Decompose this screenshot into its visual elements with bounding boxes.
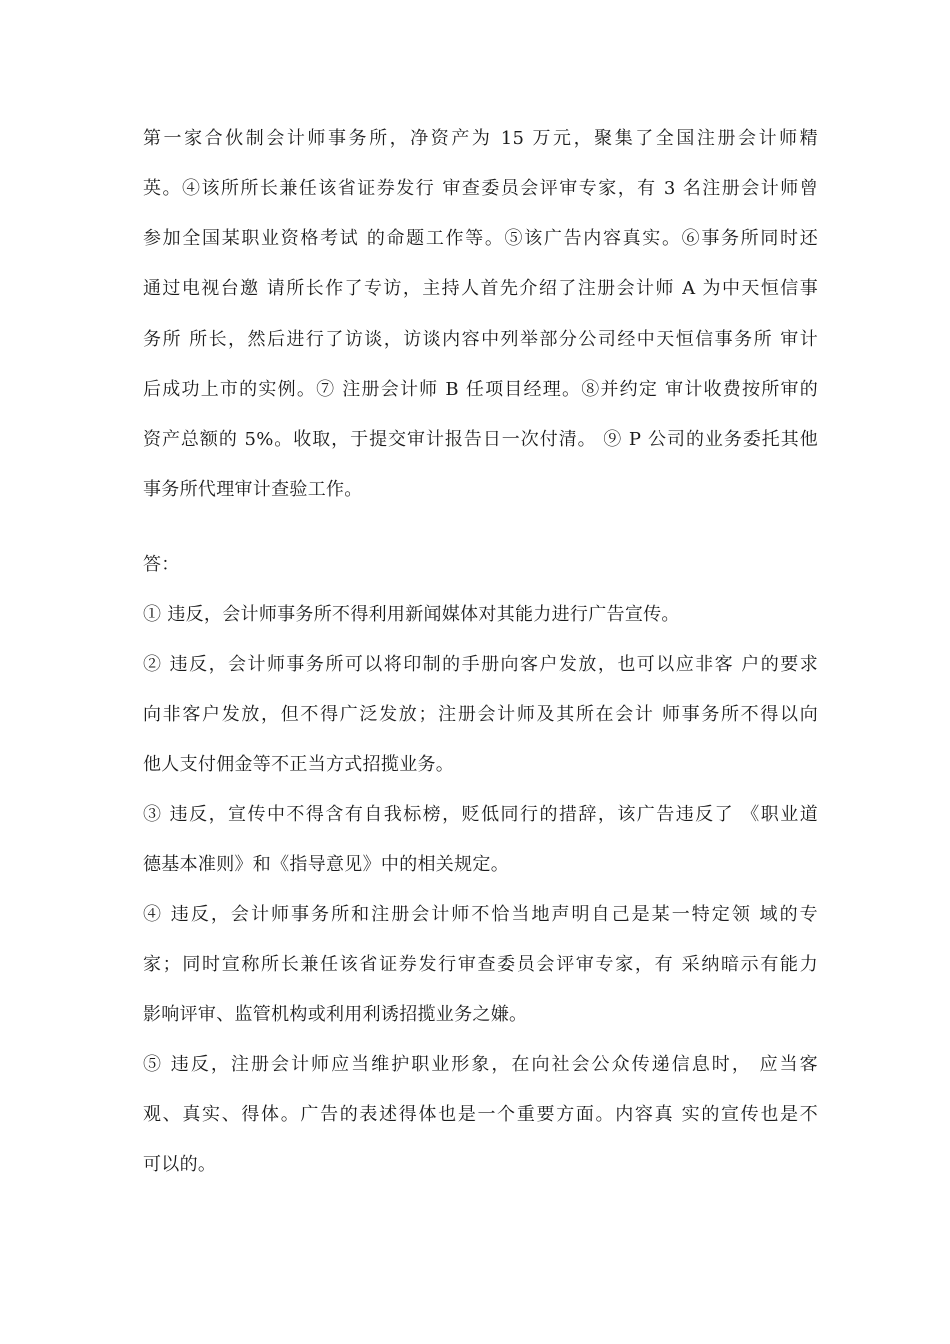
question-line: 后成功上市的实例。⑦ 注册会计师 B 任项目经理。⑧并约定 审计收费按所审的 [143,379,818,400]
question-line: 英。④该所所长兼任该省证券发行 审查委员会评审专家，有 3 名注册会计师曾 [143,178,818,199]
question-line: 第一家合伙制会计师事务所，净资产为 15 万元，聚集了全国注册会计师精 [143,128,818,149]
answer-label: 答： [143,554,180,575]
answer-item-line: 可以的。 [143,1154,217,1175]
answer-item-line: 他人支付佣金等不正当方式招揽业务。 [143,754,455,775]
question-line: 务所 所长，然后进行了访谈，访谈内容中列举部分公司经中天恒信事务所 审计 [143,329,818,350]
answer-item-line: 家；同时宣称所长兼任该省证券发行审查委员会评审专家，有 采纳暗示有能力 [143,954,818,975]
question-line: 事务所代理审计查验工作。 [143,479,363,500]
answer-item-line: ④ 违反，会计师事务所和注册会计师不恰当地声明自己是某一特定领 域的专 [143,904,818,925]
answer-item-line: 观、真实、得体。广告的表述得体也是一个重要方面。内容真 实的宣传也是不 [143,1104,818,1125]
answer-item-line: ② 违反，会计师事务所可以将印制的手册向客户发放，也可以应非客 户的要求 [143,654,818,675]
answer-item-line: ① 违反，会计师事务所不得利用新闻媒体对其能力进行广告宣传。 [143,604,680,625]
answer-item-line: 影响评审、监管机构或利用利诱招揽业务之嫌。 [143,1004,528,1025]
answer-item-line: ③ 违反，宣传中不得含有自我标榜，贬低同行的措辞，该广告违反了 《职业道 [143,804,818,825]
answer-item-line: 向非客户发放，但不得广泛发放；注册会计师及其所在会计 师事务所不得以向 [143,704,818,725]
question-line: 通过电视台邀 请所长作了专访，主持人首先介绍了注册会计师 A 为中天恒信事 [143,278,818,299]
question-line: 资产总额的 5%。收取，于提交审计报告日一次付清。 ⑨ P 公司的业务委托其他 [143,429,818,450]
answer-item-line: 德基本准则》和《指导意见》中的相关规定。 [143,854,509,875]
answer-item-line: ⑤ 违反，注册会计师应当维护职业形象，在向社会公众传递信息时， 应当客 [143,1054,818,1075]
question-line: 参加全国某职业资格考试 的命题工作等。⑤该广告内容真实。⑥事务所同时还 [143,228,818,249]
